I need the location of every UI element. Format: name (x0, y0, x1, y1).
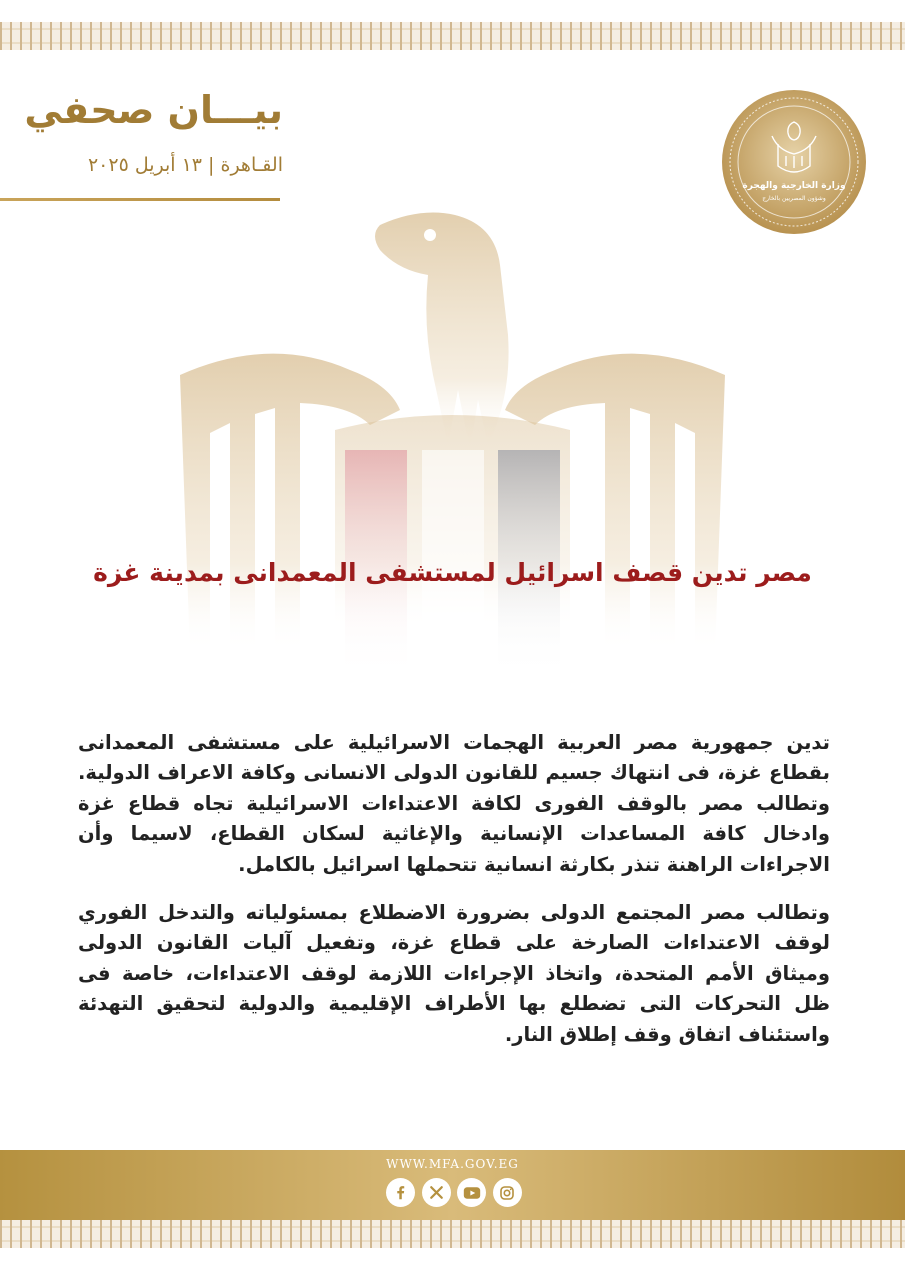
eagle-watermark (180, 205, 725, 695)
ministry-seal-logo (720, 88, 868, 236)
social-links (386, 1178, 522, 1208)
bottom-ornamental-border (0, 1220, 905, 1248)
instagram-icon[interactable] (493, 1178, 522, 1207)
header-divider (0, 198, 280, 201)
location-date-line: القـاهرة | ١٣ أبريل ٢٠٢٥ (87, 154, 283, 176)
facebook-icon[interactable] (386, 1178, 415, 1207)
seal-text: وزارة الخارجية والهجرة (742, 181, 846, 191)
body-paragraph: وتطالب مصر المجتمع الدولى بضرورة الاضطلاع بمسئولياته والتدخل الفوري لوقف الاعتداءات الصارخة على قطاع غزة، وتفعيل آليات القانون الدولى وميثاق الأمم المتحدة، واتخاذ الإجراءات اللازمة لوقف الاعتداءات، خاصة فى ظل التحركات التى تضطلع بها الأطراف الإقليمية والدولية لتحقيق التهدئة واستئناف اتفاق وقف إطلاق النار. (78, 900, 830, 1046)
x-icon[interactable] (422, 1178, 451, 1207)
body-paragraph: تدين جمهورية مصر العربية الهجمات الاسرائيلية على مستشفى المعمدانى بقطاع غزة، فى انتهاك جسيم للقانون الدولى الانسانى وكافة الاعراف الدولية. وتطالب مصر بالوقف الفورى لكافة الاعتداءات الاسرائيلية تجاه قطاع غزة وادخال كافة المساعدات الإنسانية والإغاثية لسكان القطاع، لاسيما وأن الاجراءات الراهنة تنذر بكارثة انسانية تتحملها اسرائيل بالكامل. (78, 730, 830, 876)
press-release-title: بيـــان صحفي (24, 88, 283, 132)
top-ornamental-border (0, 22, 905, 50)
website-link[interactable]: WWW.MFA.GOV.EG (386, 1157, 519, 1171)
seal-subtext: وشؤون المصريين بالخارج (762, 195, 826, 202)
headline: مصر تدين قصف اسرائيل لمستشفى المعمدانى بمدينة غزة (93, 558, 812, 587)
youtube-icon[interactable] (457, 1178, 486, 1207)
